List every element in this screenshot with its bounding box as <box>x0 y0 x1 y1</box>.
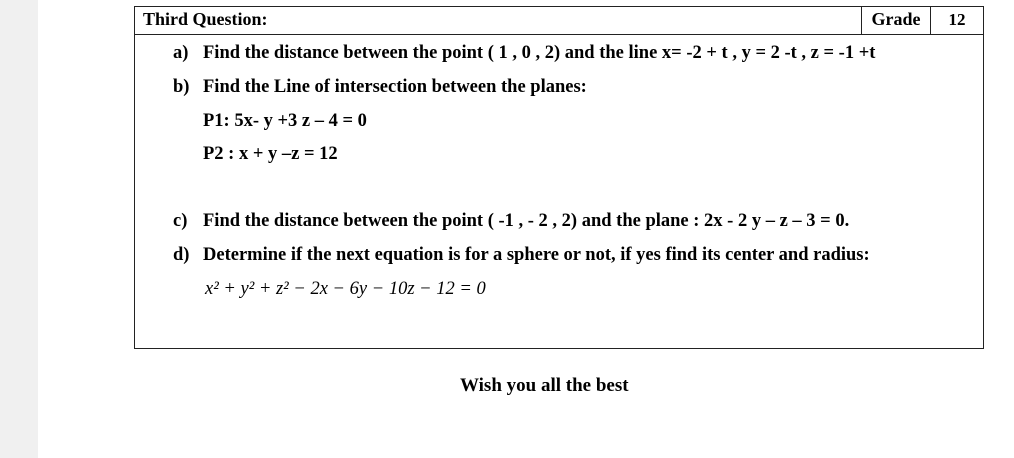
question-d <box>173 245 870 266</box>
question-c-text: Find the distance between the point ( -1 , - 2 , 2) and the plane : 2x - 2 y – z – 3 = 0. <box>203 211 850 231</box>
plane-p2: P2 : x + y –z = 12 <box>203 144 338 164</box>
question-a <box>173 43 875 64</box>
document-page <box>38 0 1014 458</box>
question-title: Third Question: <box>143 9 268 29</box>
header-row <box>135 7 983 35</box>
grade-label: Grade <box>861 7 931 34</box>
question-a-label: a) <box>173 43 189 63</box>
plane-p1: P1: 5x- y +3 z – 4 = 0 <box>203 111 367 131</box>
question-b <box>173 77 587 98</box>
grade-value: 12 <box>948 10 966 29</box>
sphere-equation: x² + y² + z² − 2x − 6y − 10z − 12 = 0 <box>205 279 486 299</box>
closing-message: Wish you all the best <box>460 375 629 396</box>
question-c <box>173 211 849 232</box>
question-a-text: Find the distance between the point ( 1 , 0 , 2) and the line x= -2 + t , y = 2 -t , z = -1 +t <box>203 43 876 63</box>
question-b-text: Find the Line of intersection between the planes: <box>203 77 587 97</box>
question-d-text: Determine if the next equation is for a sphere or not, if yes find its center and radius: <box>203 245 870 265</box>
question-c-label: c) <box>173 211 188 231</box>
question-d-label: d) <box>173 245 190 265</box>
question-b-label: b) <box>173 77 190 97</box>
question-box <box>134 6 984 349</box>
